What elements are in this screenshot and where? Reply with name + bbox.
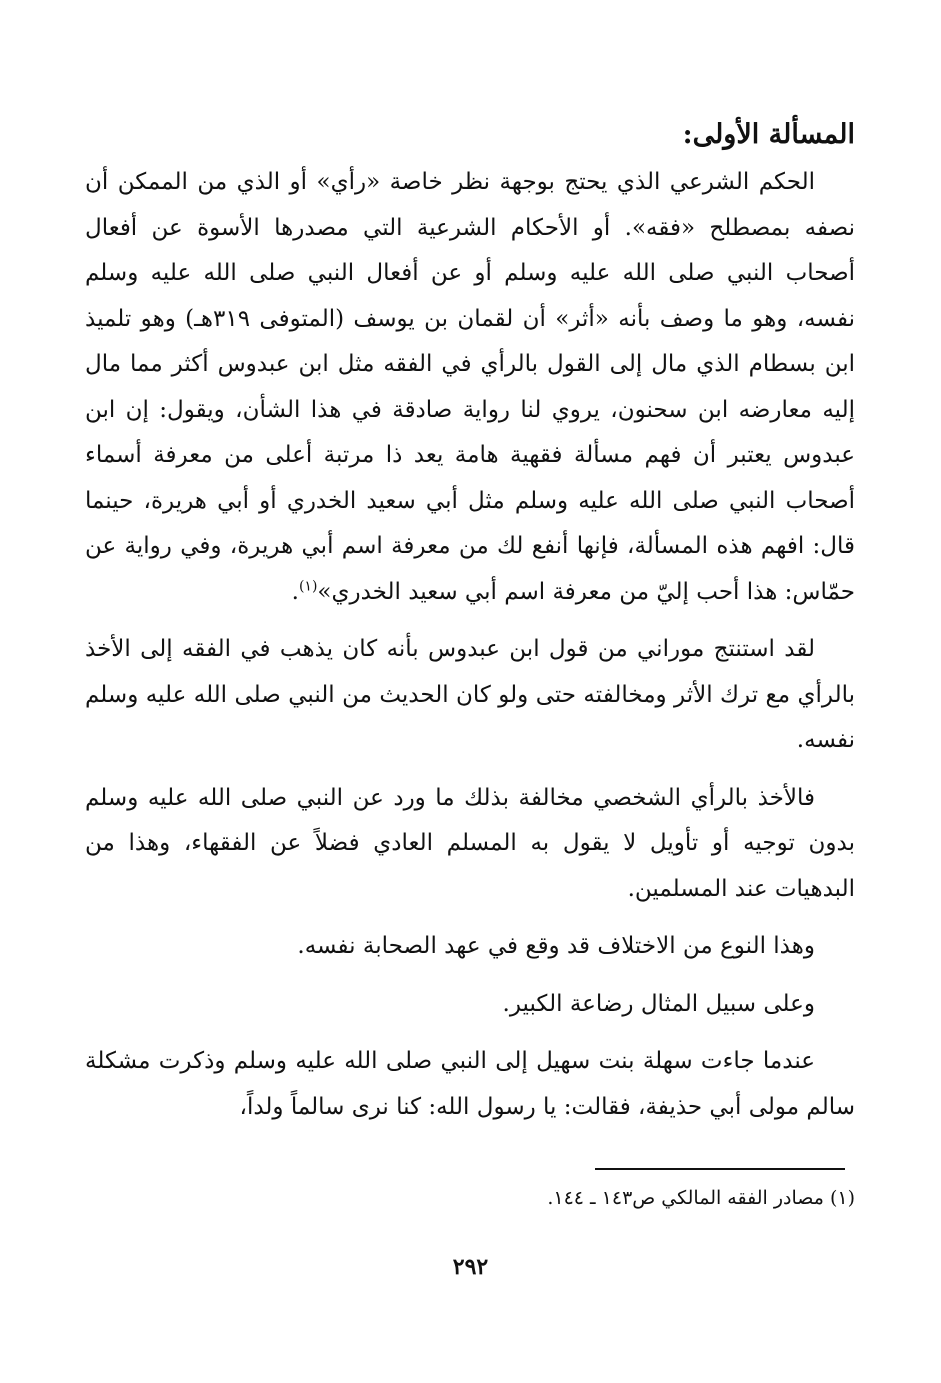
paragraph-2: لقد استنتج موراني من قول ابن عبدوس بأنه كان يذهب في الفقه إلى الأخذ بالرأي مع ترك الأثر ومخالفته حتى ولو كان الحديث من النبي صلى الله عليه وسلم نفسه. xyxy=(85,636,855,753)
section-heading: المسألة الأولى: xyxy=(682,119,855,150)
paragraph-4: وهذا النوع من الاختلاف قد وقع في عهد الصحابة نفسه. xyxy=(297,933,815,959)
paragraph-1 xyxy=(85,160,855,615)
paragraph-1-end: . xyxy=(291,578,299,605)
paragraph-1-text: الحكم الشرعي الذي يحتج بوجهة نظر خاصة «رأي» أو الذي من الممكن أن نصفه بمصطلح «فقه». أو الأحكام الشرعية التي مصدرها الأسوة عن أفعال أصحاب النبي صلى الله عليه وسلم أو عن أفعال النبي صلى الله عليه وسلم نفسه، وهو ما وصف بأنه «أثر» أن لقمان بن يوسف (المتوفى ٣١٩هـ) وهو تلميذ ابن بسطام الذي مال إلى القول بالرأي في الفقه مثل ابن عبدوس أكثر مما مال إليه معارضه ابن سحنون، يروي لنا رواية صادقة في هذا الشأن، ويقول: إن ابن عبدوس يعتبر أن فهم مسألة فقهية هامة يعد ذا مرتبة أعلى من معرفة أسماء أصحاب النبي صلى الله عليه وسلم مثل أبي سعيد الخدري أو أبي هريرة، حينما قال: افهم هذه المسألة، فإنها أنفع لك من معرفة اسم أبي هريرة، وفي رواية عن حمّاس: هذا أحب إليّ من معرفة اسم أبي سعيد الخدري» xyxy=(85,169,855,605)
paragraph-3: فالأخذ بالرأي الشخصي مخالفة بذلك ما ورد عن النبي صلى الله عليه وسلم بدون توجيه أو تأويل لا يقول به المسلم العادي فضلاً عن الفقهاء، وهذا من البدهيات عند المسلمين. xyxy=(85,784,855,902)
page-number: ٢٩٢ xyxy=(452,1254,489,1280)
paragraph-5: وعلى سبيل المثال رضاعة الكبير. xyxy=(502,990,815,1017)
footnote-reference: (١) xyxy=(298,577,318,594)
body-text xyxy=(85,160,855,1130)
paragraph-6: عندما جاءت سهلة بنت سهيل إلى النبي صلى الله عليه وسلم وذكرت مشكلة سالم مولى أبي حذيفة، فقالت: يا رسول الله: كنا نرى سالماً ولداً، xyxy=(85,1048,855,1120)
footnote-divider xyxy=(595,1168,845,1170)
footnote: (١) مصادر الفقه المالكي ص١٤٣ ـ ١٤٤. xyxy=(547,1187,855,1209)
